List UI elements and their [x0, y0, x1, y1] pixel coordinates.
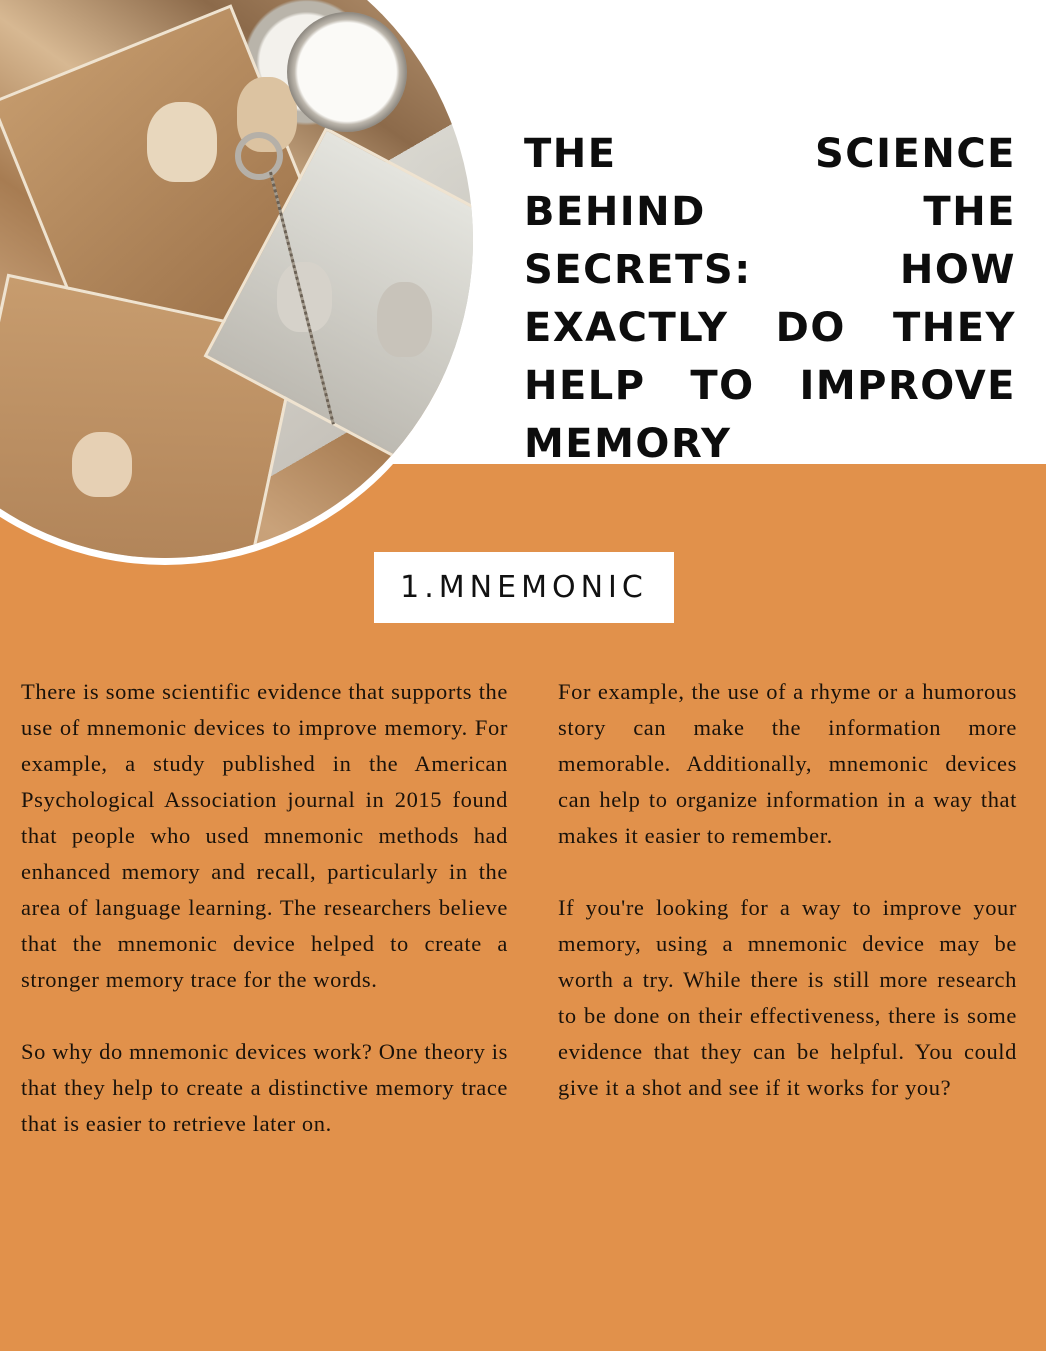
- photo-figure: [147, 102, 217, 182]
- section-heading-badge: [374, 552, 674, 623]
- photo-figure: [72, 432, 132, 497]
- right-text-column: [558, 674, 1017, 1142]
- paragraph: There is some scientific evidence that supports the use of mnemonic devices to improve memory. For example, a study published in the American Psychological Association journal in 2015 found that people who used mnemonic methods had enhanced memory and recall, particularly in the area of language learning. The researchers believe that the mnemonic device helped to create a stronger memory trace for the words.: [21, 679, 508, 992]
- photo-figure: [377, 282, 432, 357]
- paragraph: If you're looking for a way to improve your memory, using a mnemonic device may be worth a try. While there is still more research to be done on their effectiveness, there is some evidence that they can be helpful. You could give it a shot and see if it works for you?: [558, 895, 1017, 1100]
- page-title: THE SCIENCE BEHIND THE SECRETS: HOW EXACTLY DO THEY HELP TO IMPROVE MEMORY: [524, 131, 1016, 467]
- paragraph: For example, the use of a rhyme or a humorous story can make the information more memorable. Additionally, mnemonic devices can help to organize information in a way that makes it easier to remember.: [558, 679, 1017, 848]
- watch-ring: [235, 132, 283, 180]
- left-text-column: [21, 674, 508, 1178]
- pocket-watch-icon: [287, 12, 407, 132]
- paragraph: So why do mnemonic devices work? One theory is that they help to create a distinctive memory trace that is easier to retrieve later on.: [21, 1039, 508, 1136]
- photo-figure: [277, 262, 332, 332]
- section-heading: 1.MNEMONIC: [400, 570, 648, 605]
